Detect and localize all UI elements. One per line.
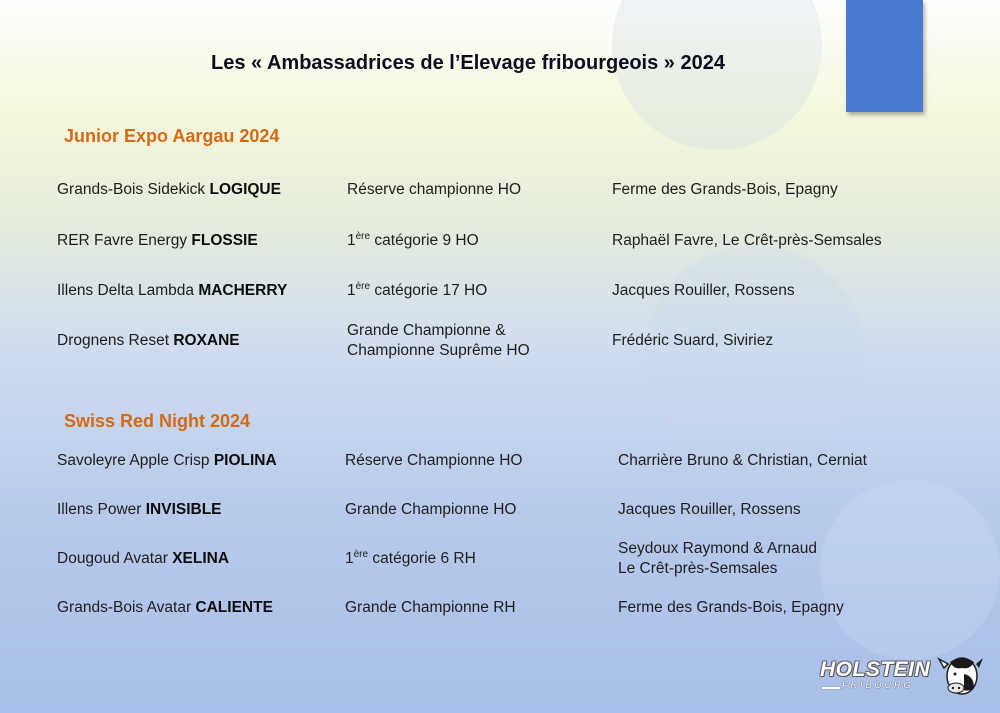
cow-name: Drognens Reset ROXANE (57, 332, 240, 349)
cow-name: Grands-Bois Avatar CALIENTE (57, 599, 273, 616)
decorative-circle (612, 0, 822, 150)
page-title: Les « Ambassadrices de l’Elevage fribourgeois » 2024 (211, 52, 725, 74)
award: 1ère catégorie 17 HO (347, 281, 488, 299)
owner: Frédéric Suard, Siviriez (612, 332, 774, 349)
owner: Ferme des Grands-Bois, Epagny (612, 181, 838, 198)
cow-name: Dougoud Avatar XELINA (57, 550, 230, 567)
owner: Jacques Rouiller, Rossens (612, 282, 795, 299)
section-title-junior-expo: Junior Expo Aargau 2024 (64, 126, 280, 146)
owner: Seydoux Raymond & Arnaud Le Crêt-près-Semsales (618, 540, 818, 577)
cow-name: Grands-Bois Sidekick LOGIQUE (57, 181, 281, 198)
logo-line (822, 687, 840, 689)
owner: Charrière Bruno & Christian, Cerniat (618, 452, 867, 469)
award: Grande Championne HO (345, 501, 517, 518)
cow-name: RER Favre Energy FLOSSIE (57, 232, 258, 249)
owner: Jacques Rouiller, Rossens (618, 501, 801, 518)
award: 1ère catégorie 6 RH (345, 549, 476, 567)
owner: Raphaël Favre, Le Crêt-près-Semsales (612, 232, 882, 249)
owner: Ferme des Grands-Bois, Epagny (618, 599, 844, 616)
logo-text: HOLSTEIN (820, 658, 931, 681)
section-title-swiss-red-night: Swiss Red Night 2024 (64, 411, 251, 431)
award: 1ère catégorie 9 HO (347, 231, 479, 249)
award: Réserve championne HO (347, 181, 522, 198)
award: Réserve Championne HO (345, 452, 523, 469)
cow-name: Illens Delta Lambda MACHERRY (57, 282, 288, 299)
cow-head-icon (936, 652, 984, 696)
cow-name: Illens Power INVISIBLE (57, 501, 222, 518)
cow-name: Savoleyre Apple Crisp PIOLINA (57, 452, 277, 469)
holstein-fribourg-logo (818, 650, 988, 700)
award: Grande Championne RH (345, 599, 516, 616)
decorative-circle (820, 480, 1000, 660)
award: Grande Championne & Championne Suprême HO (347, 322, 530, 359)
decorative-circle (645, 245, 865, 465)
logo-subtext: FRIBOURG (842, 680, 914, 690)
